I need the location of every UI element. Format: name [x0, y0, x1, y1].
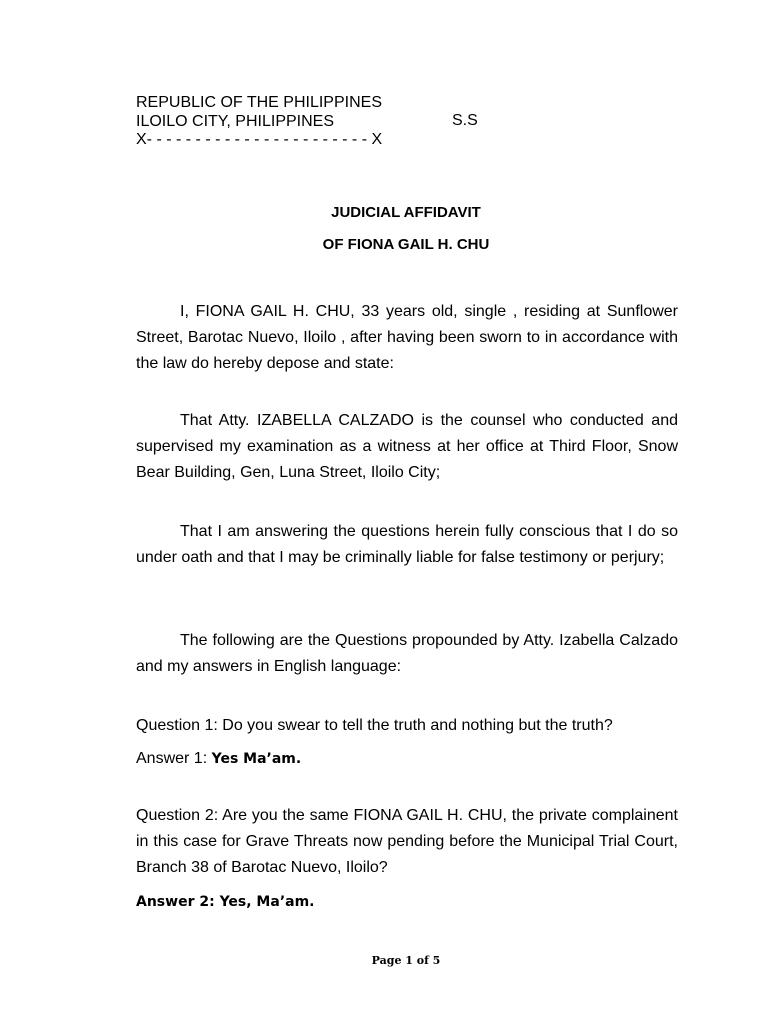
page-number: Page 1 of 5 — [371, 954, 441, 967]
answer-1-text: Yes Ma’am. — [211, 751, 302, 767]
document-title: JUDICIAL AFFIDAVIT — [331, 204, 481, 221]
answer-1 — [136, 746, 678, 772]
caption-ss: S.S — [452, 112, 478, 129]
paragraph-counsel: That Atty. IZABELLA CALZADO is the counsel who conducted and supervised my examination as a witness at her office at Third Floor, Snow Bear Building, Gen, Luna Street, Iloilo City; — [136, 412, 678, 481]
paragraph-questions-intro: The following are the Questions propounded by Atty. Izabella Calzado and my answers in English language: — [136, 632, 678, 675]
paragraph-affiant-intro: I, FIONA GAIL H. CHU, 33 years old, single , residing at Sunflower Street, Barotac Nuevo, Iloilo , after having been sworn to in accordance with the law do hereby depose and state: — [136, 303, 678, 372]
answer-1-label: Answer 1: — [136, 750, 212, 767]
answer-2-label: Answer 2: — [136, 894, 220, 910]
answer-2-text: Yes, Ma’am. — [219, 894, 315, 910]
document-subtitle: OF FIONA GAIL H. CHU — [322, 236, 490, 253]
answer-2 — [136, 889, 678, 915]
caption-separator: X- - - - - - - - - - - - - - - - - - - - - - - X — [136, 131, 383, 148]
caption-republic: REPUBLIC OF THE PHILIPPINES — [136, 94, 382, 111]
question-1: Question 1: Do you swear to tell the truth and nothing but the truth? — [136, 717, 613, 734]
caption-city: ILOILO CITY, PHILIPPINES — [136, 112, 334, 130]
paragraph-oath: That I am answering the questions herein fully conscious that I do so under oath and that I may be criminally liable for false testimony or perjury; — [136, 523, 678, 566]
question-2: Question 2: Are you the same FIONA GAIL H. CHU, the private complainent in this case for Grave Threats now pending before the Municipal Trial Court, Branch 38 of Barotac Nuevo, Iloilo? — [136, 807, 678, 876]
